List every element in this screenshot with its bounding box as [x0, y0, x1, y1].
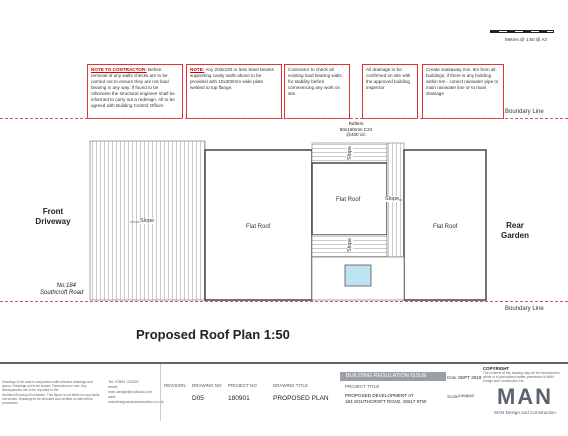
- note-text: Before removal of any walls checks are to be carried out to ensure they are not load bearing in any way. If found to be otherwise the structural engineer shall be informed to carry out a redesign. All to be agreed with Building Control Officer.: [91, 67, 175, 108]
- revision-label: REVISION: [164, 383, 186, 388]
- note-heading: NOTE TO CONTRACTOR:: [91, 67, 147, 72]
- scale-label: Scale: [447, 394, 459, 399]
- note-text: Contractor to check all existing load bearing walls for stability before commencing any work on site: [288, 67, 342, 96]
- date-value: SEPT 2018: [458, 375, 482, 380]
- flat-roof-label-center: Flat Roof: [336, 197, 361, 203]
- slope-label-front: Slope: [140, 218, 155, 224]
- skylight: [345, 265, 371, 286]
- contact-web: web: mandesignandconstruction.co.uk: [108, 395, 164, 404]
- note-heading: NOTE:: [190, 67, 205, 72]
- project-title-label: PROJECT TITLE: [345, 384, 380, 389]
- company-logo: MAN: [496, 384, 554, 409]
- flat-roof-label-left: Flat Roof: [246, 224, 271, 230]
- boundary-label-bottom: Boundary Line: [505, 306, 544, 312]
- company-name: MAN Design and Construction: [494, 410, 556, 415]
- slope-label-bottom: Slope: [347, 237, 354, 253]
- plan-title: Proposed Roof Plan 1:50: [136, 327, 290, 342]
- date-label: Date: [447, 375, 457, 380]
- contact-tel: Tel: 07881 023357: [108, 380, 140, 384]
- note-text: Any 203x230 or less Steel beams supporting cavity walls above to be provided with 10x300mm wide plate welded to top flange.: [190, 67, 274, 90]
- flat-roof-label-rear: Flat Roof: [433, 224, 458, 230]
- issue-text: BUILDING REGULATION ISSUE: [346, 373, 427, 379]
- slope-label-right: Slope: [385, 196, 400, 202]
- drawing-no: D05: [192, 395, 204, 402]
- slope-label-top: Slope: [347, 145, 354, 161]
- disclaimer-text: Drawings to be read in conjunction with relevant drawings and specs. Drawings not to be scaled. Dimensions in mm. Any discrepancies are to be reported to the Architect/Surveyor/Contractor. This figure is not liable for any faults not shown. Drawings to be checked and verified on site before production.: [2, 380, 100, 406]
- project-no: 180901: [228, 395, 250, 402]
- front-driveway-label: Front Driveway: [35, 207, 71, 226]
- note-text: All drainage to be confirmed on site with the approved building inspector: [366, 67, 411, 90]
- contact-block: [108, 380, 164, 436]
- drawing-title: PROPOSED PLAN: [273, 395, 329, 402]
- rafters-label: Rafters 50x150mm C24 @400 c/c: [339, 121, 373, 137]
- scale-note: Metres @ 1:50 @ A3: [505, 37, 547, 42]
- project-no-label: PROJECT NO: [228, 383, 257, 388]
- project-title: PROPOSED DEVELOPMENT AT 184 SOUTHCROFT ROAD, SW17 9TW: [345, 393, 427, 404]
- scale-value: 1:50@A3: [458, 394, 474, 398]
- boundary-label-top: Boundary Line: [505, 109, 544, 115]
- rear-garden-label: Rear Garden: [500, 221, 529, 240]
- copyright-heading: COPYRIGHT: [483, 366, 510, 371]
- drawing-title-label: DRAWING TITLE: [273, 383, 309, 388]
- copyright-text: The contents of this drawing may not be reproduced in whole or in part without written permission of MAN Design and Construction Ltd.: [483, 371, 560, 383]
- note-text: Create soakaway min. 5m from all buildings, if there is any building within 5m - conect rainwater pipe to main rainwater line or to main drainage: [426, 67, 499, 96]
- contact-email: email: man.design@outlook.com: [108, 385, 152, 394]
- address-label: No:184 Southcroft Road: [40, 283, 84, 296]
- drawing-no-label: DRAWING NO: [192, 383, 222, 388]
